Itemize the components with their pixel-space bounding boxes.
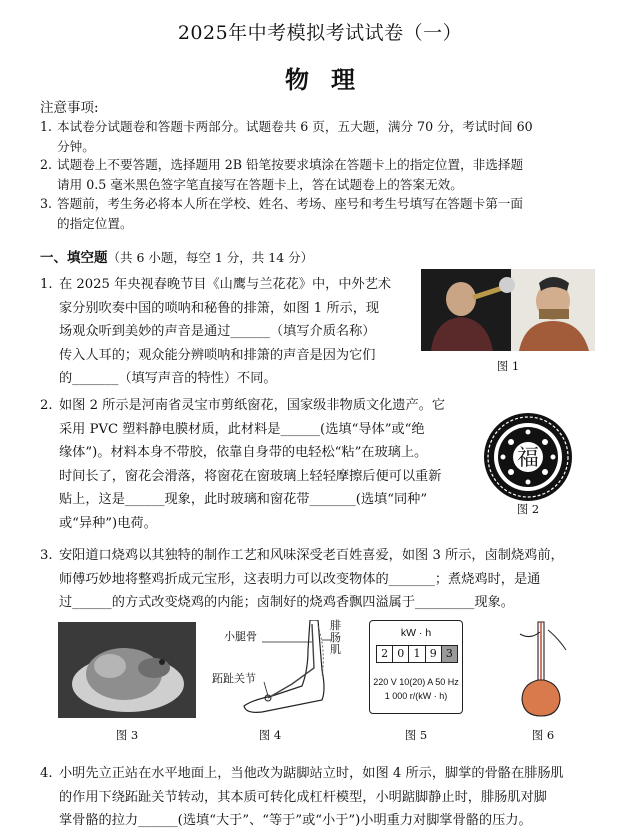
question-line: 传入人耳的；观众能分辨唢呐和排箫的声音是因为它们	[59, 347, 376, 363]
question-line: 小明先立正站在水平地面上，当他改为踮脚站立时，如图 4 所示，脚掌的骨骼在腓肠肌	[59, 766, 564, 781]
meter-digits	[376, 645, 458, 663]
figure-3-photo	[58, 622, 196, 718]
question-line: 如图 2 所示是河南省灵宝市剪纸窗花，国家级非物质文化遗产。它	[59, 398, 446, 413]
figure-3-caption: 图 3	[115, 728, 139, 742]
question-line: 在 2025 年央视春晚节目《山鹰与兰花花》中，中外艺术	[59, 277, 392, 292]
figure-2-papercut	[483, 412, 573, 502]
note-text: 本试卷分试题卷和答题卡两部分。试题卷共 6 页，五大题，满分 70 分，考试时间 60	[57, 119, 533, 134]
notes-title: 注意事项:	[40, 100, 99, 116]
figure-4-caption: 图 4	[258, 728, 282, 742]
question-line: 师傅巧妙地将整鸡折成元宝形，这表明力可以改变物体的_______；煮烧鸡时，是通	[59, 571, 541, 587]
meter-digit: 2	[377, 646, 393, 662]
question-line: 缘体”)。材料本身不带胶，依靠自身带的电轻松“粘”在玻璃上。	[59, 445, 428, 461]
note-text: 的指定位置。	[57, 215, 133, 231]
meter-spec-voltage: 220 V 10(20) A 50 Hz	[373, 677, 459, 687]
note-item	[40, 117, 596, 156]
question-number: 1.	[40, 277, 53, 292]
question-number: 2.	[40, 398, 53, 413]
section-heading	[40, 246, 313, 266]
question-line: 时间长了，窗花会滑落，将窗花在窗玻璃上轻轻摩擦后便可以重新	[59, 468, 442, 484]
question-line: 场观众听到美妙的声音是通过______（填写介质名称）	[59, 324, 376, 340]
figure-5-caption: 图 5	[404, 728, 428, 742]
meter-digit: 1	[409, 646, 425, 662]
figure-1-photo	[421, 269, 595, 351]
question-line: 的作用下绕跖趾关节转动，其本质可转化成杠杆模型，小明踮脚静止时，腓肠肌对脚	[59, 789, 547, 805]
question-2	[40, 394, 480, 536]
exam-title: 2025年中考模拟考试试卷（一）	[177, 22, 463, 44]
note-item	[40, 194, 596, 233]
figure-6-flask	[508, 620, 578, 718]
note-text: 请用 0.5 毫米黑色签字笔直接写在答题卡上，答在试题卷上的答案无效。	[57, 176, 463, 192]
meter-spec-revolutions: 1 000 r/(kW · h)	[384, 691, 448, 701]
figure-4-label-calf-bone: 小腿骨	[224, 630, 257, 643]
figure-4-label-joint: 跖趾关节	[212, 672, 256, 685]
section-subtitle: （共 6 小题，每空 1 分，共 14 分）	[107, 250, 314, 265]
section-title: 一、填空题	[40, 250, 108, 266]
question-line: 掌骨骼的拉力______(选填“大于”、“等于”或“小于”)小明重力对脚掌骨骼的压力。	[59, 813, 532, 829]
note-number: 2.	[40, 157, 53, 172]
note-text: 分钟。	[57, 138, 95, 154]
meter-digit: 9	[426, 646, 442, 662]
meter-digit-decimal: 3	[442, 646, 457, 662]
note-number: 3.	[40, 196, 53, 211]
figure-2-character: 福	[516, 446, 540, 471]
question-4	[40, 762, 620, 833]
question-number: 3.	[40, 548, 53, 563]
note-text: 试题卷上不要答题，选择题用 2B 铅笔按要求填涂在答题卡上的指定位置，非选择题	[57, 157, 524, 172]
figure-5-electric-meter	[369, 620, 463, 714]
question-line: 家分别吹奏中国的唢呐和秘鲁的排箫，如图 1 所示，现	[59, 300, 380, 316]
question-line: 安阳道口烧鸡以其独特的制作工艺和风味深受老百姓喜爱，如图 3 所示，卤制烧鸡前，	[59, 548, 564, 563]
question-line: 过______的方式改变烧鸡的内能；卤制好的烧鸡香飘四溢属于_________现象。	[59, 595, 514, 611]
note-number: 1.	[40, 119, 53, 134]
figure-2-caption: 图 2	[516, 502, 540, 516]
meter-unit: kW · h	[400, 627, 432, 639]
figure-6-caption: 图 6	[531, 728, 555, 742]
question-number: 4.	[40, 766, 53, 781]
question-line: 或“异种”)电荷。	[59, 515, 157, 531]
subject-title: 物理	[285, 65, 377, 94]
figure-4-label-muscle: 腓肠肌	[330, 619, 341, 656]
figure-1-caption: 图 1	[496, 359, 520, 373]
question-line: 贴上，这是______现象，此时玻璃和窗花带_______(选填“同种”	[59, 492, 428, 508]
question-3	[40, 544, 620, 615]
note-item	[40, 155, 596, 194]
meter-digit: 0	[393, 646, 409, 662]
note-text: 答题前，考生务必将本人所在学校、姓名、考场、座号和考生号填写在答题卡第一面	[57, 196, 523, 211]
question-line: 的_______（填写声音的特性）不同。	[59, 371, 277, 387]
question-1	[40, 273, 420, 391]
question-line: 采用 PVC 塑料静电膜材质，此材料是______(选填“导体”或“绝	[59, 421, 425, 437]
